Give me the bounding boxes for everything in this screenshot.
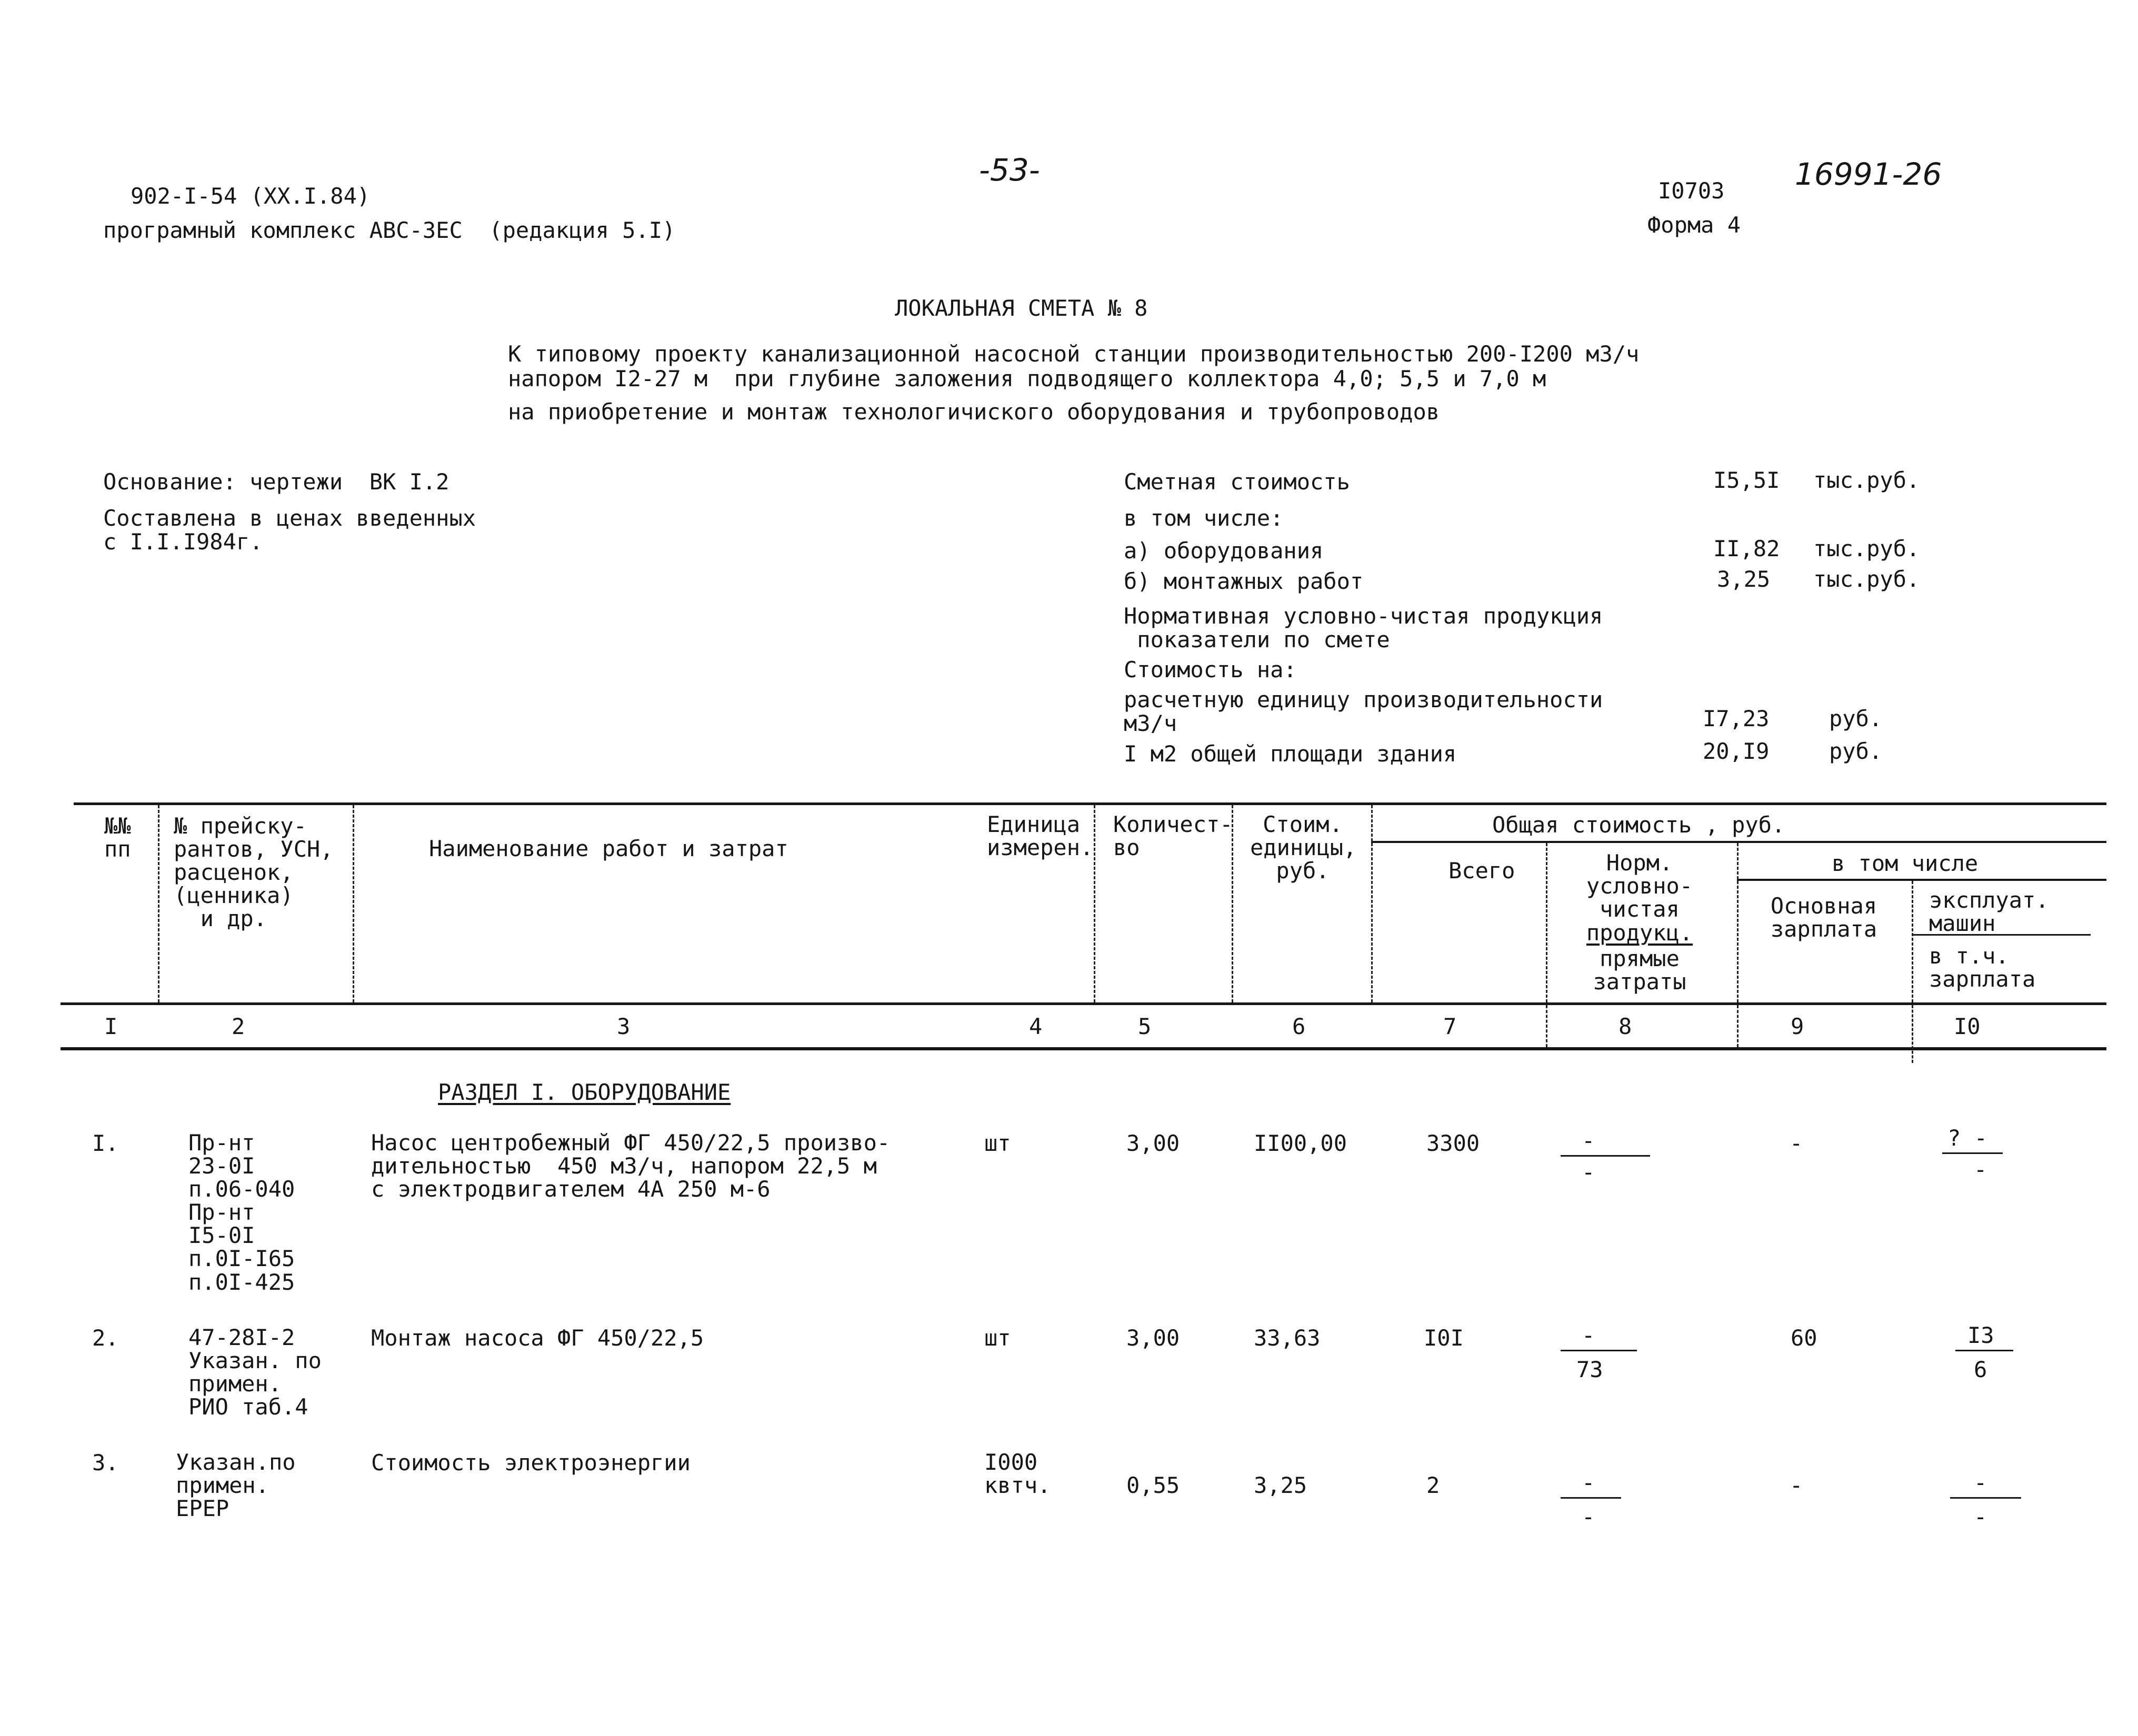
row-name: Монтаж насоса ФГ 450/22,5	[371, 1325, 704, 1351]
fraction-line	[1942, 1152, 2003, 1154]
title-line-2: напором I2-27 м при глубине заложения подводящего коллектора 4,0; 5,5 и 7,0 м	[508, 366, 1546, 392]
header-total-cost-group: Общая стоимость , руб.	[1492, 812, 1785, 838]
row-machine-salary: -	[1974, 1504, 1987, 1530]
group-rule-total	[1371, 841, 2106, 843]
row-quantity: 3,00	[1126, 1325, 1180, 1351]
title-line-1: К типовому проекту канализационной насосной станции производительностью 200-I200 м3/ч	[508, 341, 1640, 367]
row-number: 3.	[92, 1450, 119, 1476]
header-total: Всего	[1448, 858, 1515, 884]
header-norm-production-underlined: продукц.	[1586, 920, 1693, 946]
col-separator	[1737, 843, 1739, 1002]
section-title: РАЗДЕЛ I. ОБОРУДОВАНИЕ	[438, 1079, 731, 1105]
column-number: 8	[1619, 1013, 1632, 1039]
col-separator	[1912, 1005, 1913, 1063]
summary-label: м3/ч	[1124, 710, 1177, 736]
column-number: 2	[232, 1013, 245, 1039]
document-title: ЛОКАЛЬНАЯ СМЕТА № 8	[895, 295, 1148, 321]
row-base-salary: 60	[1791, 1325, 1817, 1351]
row-base-salary: -	[1790, 1130, 1803, 1156]
summary-value: 3,25	[1717, 566, 1771, 592]
header-work-name: Наименование работ и затрат	[429, 836, 788, 861]
row-unit: шт	[984, 1325, 1011, 1351]
col-numbers-rule	[61, 1047, 2106, 1050]
row-unit: I000 квтч.	[984, 1449, 1051, 1499]
summary-value: I7,23	[1703, 706, 1770, 731]
row-machine-salary: 6	[1974, 1357, 1987, 1382]
summary-label: Стоимость на:	[1124, 657, 1297, 683]
row-total: I0I	[1424, 1325, 1464, 1351]
summary-label: б) монтажных работ	[1124, 568, 1364, 594]
header-including-group: в том числе	[1832, 850, 1979, 876]
row-total: 2	[1426, 1472, 1440, 1498]
document-code: 902-I-54 (XX.I.84)	[131, 183, 371, 209]
basis-date: с I.I.I984г.	[103, 529, 263, 555]
header-base-salary: Основная зарплата	[1770, 893, 1877, 942]
summary-value: II,82	[1713, 536, 1780, 561]
header-row-number: №№ пп	[104, 813, 131, 862]
row-number: I.	[92, 1130, 119, 1156]
row-total: 3300	[1426, 1130, 1480, 1156]
fraction-line	[1955, 1350, 2013, 1351]
header-bottom-rule	[61, 1002, 2106, 1005]
header-direct-costs: прямые затраты	[1593, 946, 1686, 995]
row-name: Стоимость электроэнергии	[371, 1450, 691, 1476]
table-top-rule	[74, 802, 2106, 805]
summary-label: I м2 общей площади здания	[1124, 741, 1457, 767]
row-unit: шт	[984, 1130, 1011, 1156]
row-base-salary: -	[1790, 1472, 1803, 1498]
row-direct-costs: -	[1582, 1159, 1595, 1185]
fraction-line	[1561, 1497, 1621, 1499]
row-norm-production: -	[1582, 1128, 1595, 1153]
row-unit-price: II00,00	[1254, 1130, 1347, 1156]
header-norm-production: Норм. условно- чистая	[1586, 850, 1693, 922]
summary-unit: руб.	[1829, 738, 1883, 764]
handwritten-number: 16991-26	[1795, 156, 1942, 192]
header-machines: машин	[1929, 910, 1996, 936]
column-number: 7	[1443, 1013, 1457, 1039]
summary-value: 20,I9	[1703, 738, 1770, 764]
fraction-line	[1950, 1497, 2021, 1499]
summary-unit: руб.	[1829, 706, 1883, 731]
summary-label: Сметная стоимость	[1124, 469, 1350, 495]
col-separator	[353, 805, 354, 1002]
summary-value: I5,5I	[1713, 467, 1780, 493]
column-number: 5	[1138, 1013, 1152, 1039]
col-separator	[1546, 843, 1547, 1002]
page-number: -53-	[979, 152, 1040, 188]
col-separator	[1094, 805, 1095, 1002]
column-number: I0	[1954, 1013, 1981, 1039]
summary-label: расчетную единицу производительности	[1124, 687, 1603, 713]
row-direct-costs: -	[1582, 1504, 1595, 1530]
row-code: Указан.по примен. ЕРЕР	[176, 1449, 296, 1522]
basis-drawings: Основание: чертежи ВК I.2	[103, 469, 449, 495]
header-machine-salary: в т.ч. зарплата	[1929, 943, 2036, 992]
basis-prices: Составлена в ценах введенных	[103, 505, 476, 531]
row-name: Насос центробежный ФГ 450/22,5 произво- дительностью 450 м3/ч, напором 22,5 м с электродвигателем 4А 250 м-6	[371, 1130, 891, 1202]
summary-label: Нормативная условно-чистая продукция	[1124, 603, 1603, 629]
summary-label: а) оборудования	[1124, 538, 1324, 564]
fraction-line	[1561, 1155, 1650, 1157]
summary-unit: тыс.руб.	[1813, 566, 1920, 592]
column-number: I	[104, 1013, 118, 1039]
col-separator	[1737, 1005, 1739, 1047]
row-machine-cost: ? -	[1947, 1125, 1987, 1151]
row-unit-price: 3,25	[1254, 1472, 1307, 1498]
row-quantity: 3,00	[1126, 1130, 1180, 1156]
registration-code: I0703	[1658, 178, 1725, 204]
software-label: програмный комплекс АВС-ЗЕС (редакция 5.I)	[103, 217, 676, 243]
row-code: 47-28I-2 Указан. по примен. РИО таб.4	[188, 1324, 322, 1420]
summary-unit: тыс.руб.	[1813, 467, 1920, 493]
column-number: 9	[1791, 1013, 1804, 1039]
title-line-3: на приобретение и монтаж технологичиского оборудования и трубопроводов	[508, 399, 1440, 425]
row-norm-production: -	[1582, 1470, 1595, 1496]
col-separator	[1371, 805, 1373, 1002]
group-rule-included	[1737, 879, 2106, 881]
row-machine-salary: -	[1974, 1157, 1987, 1182]
summary-label: показатели по смете	[1124, 627, 1390, 653]
summary-label: в том числе:	[1124, 505, 1284, 531]
col-separator	[1546, 1005, 1547, 1047]
column-number: 4	[1029, 1013, 1043, 1039]
row-code: Пр-нт 23-0I п.06-040 Пр-нт I5-0I п.0I-I65 п.0I-425	[188, 1130, 295, 1295]
header-unit-price: Стоим. единицы, руб.	[1250, 811, 1357, 884]
row-machine-cost: -	[1974, 1470, 1987, 1496]
row-unit-price: 33,63	[1254, 1325, 1321, 1351]
row-machine-cost: I3	[1967, 1322, 1994, 1348]
fraction-line	[1561, 1350, 1637, 1351]
row-number: 2.	[92, 1325, 119, 1351]
header-quantity: Количест- во	[1113, 811, 1233, 861]
column-number: 6	[1292, 1013, 1306, 1039]
header-pricelist-code: № прейску- рантов, УСН, расценок, (ценника) и др.	[174, 813, 334, 932]
summary-unit: тыс.руб.	[1813, 536, 1920, 561]
header-machine-operation: эксплуат.	[1929, 887, 2049, 913]
column-number: 3	[617, 1013, 631, 1039]
row-direct-costs: 73	[1576, 1357, 1603, 1382]
col-separator	[1912, 881, 1913, 1002]
form-number: Форма 4	[1647, 212, 1741, 238]
row-quantity: 0,55	[1126, 1472, 1180, 1498]
header-unit: Единица измерен.	[987, 811, 1094, 861]
row-norm-production: -	[1582, 1322, 1595, 1348]
col-separator	[158, 805, 159, 1002]
